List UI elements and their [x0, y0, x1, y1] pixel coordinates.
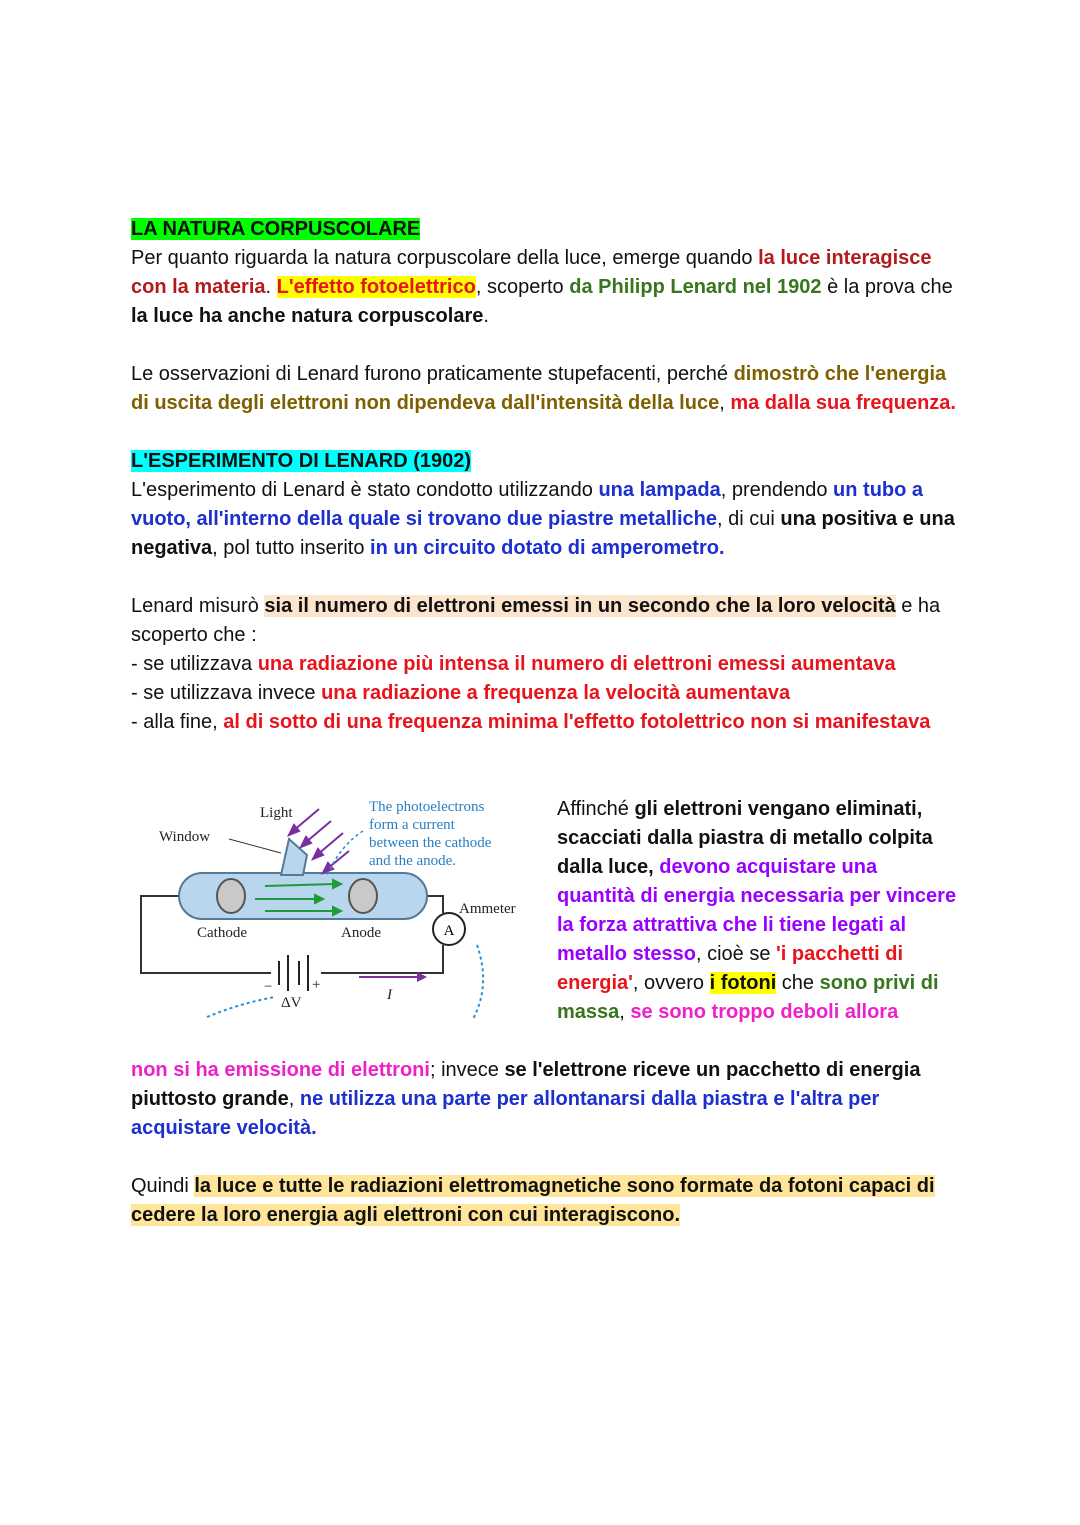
- heading-esperimento-lenard: L'ESPERIMENTO DI LENARD (1902): [131, 450, 471, 472]
- cathode-electrode: [217, 879, 245, 913]
- paragraph-observations: [131, 360, 961, 418]
- battery-icon: [279, 955, 308, 991]
- text-run: la luce ha anche natura corpuscolare: [131, 305, 484, 327]
- section-title-natura: [131, 215, 961, 244]
- text-run: una positiva e una negativa: [131, 508, 955, 559]
- text-run: la luce e tutte le radiazioni elettromagnetiche sono formate da fotoni capaci di cedere la loro energia agli elettroni con cui interagiscono.: [131, 1175, 935, 1226]
- paragraph-experiment: [131, 476, 961, 563]
- photoelectric-diagram: [131, 795, 541, 1033]
- figure-row: [131, 795, 961, 1056]
- text-run: la luce interagisce con la materia: [131, 247, 932, 298]
- text-run: e ha scoperto che :: [131, 595, 941, 646]
- label-light: Light: [260, 805, 293, 821]
- text-run: devono acquistare una quantità di energia necessaria per vincere la forza attrattiva che li tiene legati al metallo stesso: [557, 856, 957, 965]
- text-run: Per quanto riguarda la natura corpuscolare della luce, emerge quando: [131, 247, 759, 269]
- text-run: .: [265, 276, 277, 298]
- text-run: un tubo a vuoto, all'interno della quale si trovano due piastre metalliche: [131, 479, 924, 530]
- text-run: sia il numero di elettroni emessi in un secondo che la loro velocità: [264, 595, 896, 617]
- window-pointer: [229, 839, 281, 853]
- text-run: - alla fine,: [131, 711, 224, 733]
- text-run: in un circuito dotato di amperometro.: [370, 537, 725, 559]
- wrap-text-column: [557, 795, 957, 1027]
- text-run: ,: [719, 392, 731, 414]
- text-run: i fotoni: [709, 972, 777, 994]
- heading-natura-corpuscolare: LA NATURA CORPUSCOLARE: [131, 218, 421, 240]
- text-run: ; invece: [429, 1059, 505, 1081]
- text-run: se l'elettrone riceve un pacchetto di energia piuttosto grande: [131, 1059, 921, 1110]
- text-run: L'esperimento di Lenard è stato condotto utilizzando: [131, 479, 599, 501]
- text-run: una radiazione a frequenza la velocità aumentava: [321, 682, 791, 704]
- caption-line-3: between the cathode: [369, 835, 492, 851]
- text-run: da Philipp Lenard nel 1902: [569, 276, 822, 298]
- text-run: una lampada: [598, 479, 721, 501]
- text-run: , scoperto: [475, 276, 570, 298]
- dotted-arrow-left: [207, 997, 275, 1017]
- text-run: ,: [288, 1088, 300, 1110]
- text-run: L'effetto fotoelettrico: [276, 276, 476, 298]
- label-plus: +: [312, 977, 321, 993]
- paragraph-measurement: [131, 592, 961, 650]
- dotted-arrow-right: [473, 945, 483, 1019]
- document-page: [131, 215, 961, 1230]
- text-run: , ovvero: [632, 972, 710, 994]
- text-run: ma dalla sua frequenza.: [730, 392, 956, 414]
- caption-line-4: and the anode.: [369, 853, 457, 869]
- text-run: ne utilizza una parte per allontanarsi dalla piastra e l'altra per acquistare velocità.: [131, 1088, 880, 1139]
- text-run: , pol tutto inserito: [212, 537, 371, 559]
- ammeter-symbol: A: [443, 923, 455, 939]
- text-run: Affinché: [557, 798, 635, 820]
- list-item: [131, 650, 961, 679]
- label-anode: Anode: [341, 925, 381, 941]
- text-run: Le osservazioni di Lenard furono praticamente stupefacenti, perché: [131, 363, 734, 385]
- section-title-esperimento: [131, 447, 961, 476]
- list-item: [131, 679, 961, 708]
- text-run: che: [776, 972, 820, 994]
- circuit-wire-right: [321, 945, 443, 973]
- label-delta-v: ΔV: [281, 995, 302, 1011]
- paragraph-intro: [131, 244, 961, 331]
- label-minus: −: [264, 979, 273, 995]
- text-run: non si ha emissione di elettroni: [131, 1059, 430, 1081]
- paragraph-continuation: [131, 1056, 961, 1143]
- text-run: - se utilizzava: [131, 653, 258, 675]
- text-run: , di cui: [717, 508, 781, 530]
- caption-line-1: The photoelectrons: [369, 799, 485, 815]
- anode-electrode: [349, 879, 377, 913]
- text-run: se sono troppo deboli allora: [630, 1001, 899, 1023]
- text-run: Quindi: [131, 1175, 195, 1197]
- text-run: dimostrò che l'energia di uscita degli elettroni non dipendeva dall'intensità della luce: [131, 363, 947, 414]
- text-run: è la prova che: [821, 276, 953, 298]
- text-run: , cioè se: [695, 943, 776, 965]
- photoelectric-diagram-svg: [131, 795, 541, 1033]
- text-run: sono privi di massa: [557, 972, 939, 1023]
- label-cathode: Cathode: [197, 925, 247, 941]
- text-run: .: [483, 305, 489, 327]
- label-current: I: [387, 987, 392, 1003]
- text-run: una radiazione più intensa il numero di elettroni emessi aumentava: [257, 653, 896, 675]
- circuit-wire-top-right: [427, 896, 443, 913]
- text-run: , prendendo: [720, 479, 834, 501]
- label-ammeter: Ammeter: [459, 901, 516, 917]
- caption-line-2: form a current: [369, 817, 455, 833]
- list-item: [131, 708, 961, 737]
- text-run: Lenard misurò: [131, 595, 265, 617]
- paragraph-conclusion: [131, 1172, 961, 1230]
- label-window: Window: [159, 829, 211, 845]
- text-run: 'i pacchetti di energia': [557, 943, 904, 994]
- text-run: ,: [619, 1001, 631, 1023]
- text-run: gli elettroni vengano eliminati, scacciati dalla piastra di metallo colpita dalla luce,: [557, 798, 933, 878]
- text-run: al di sotto di una frequenza minima l'effetto fotolettrico non si manifestava: [223, 711, 931, 733]
- text-run: - se utilizzava invece: [131, 682, 322, 704]
